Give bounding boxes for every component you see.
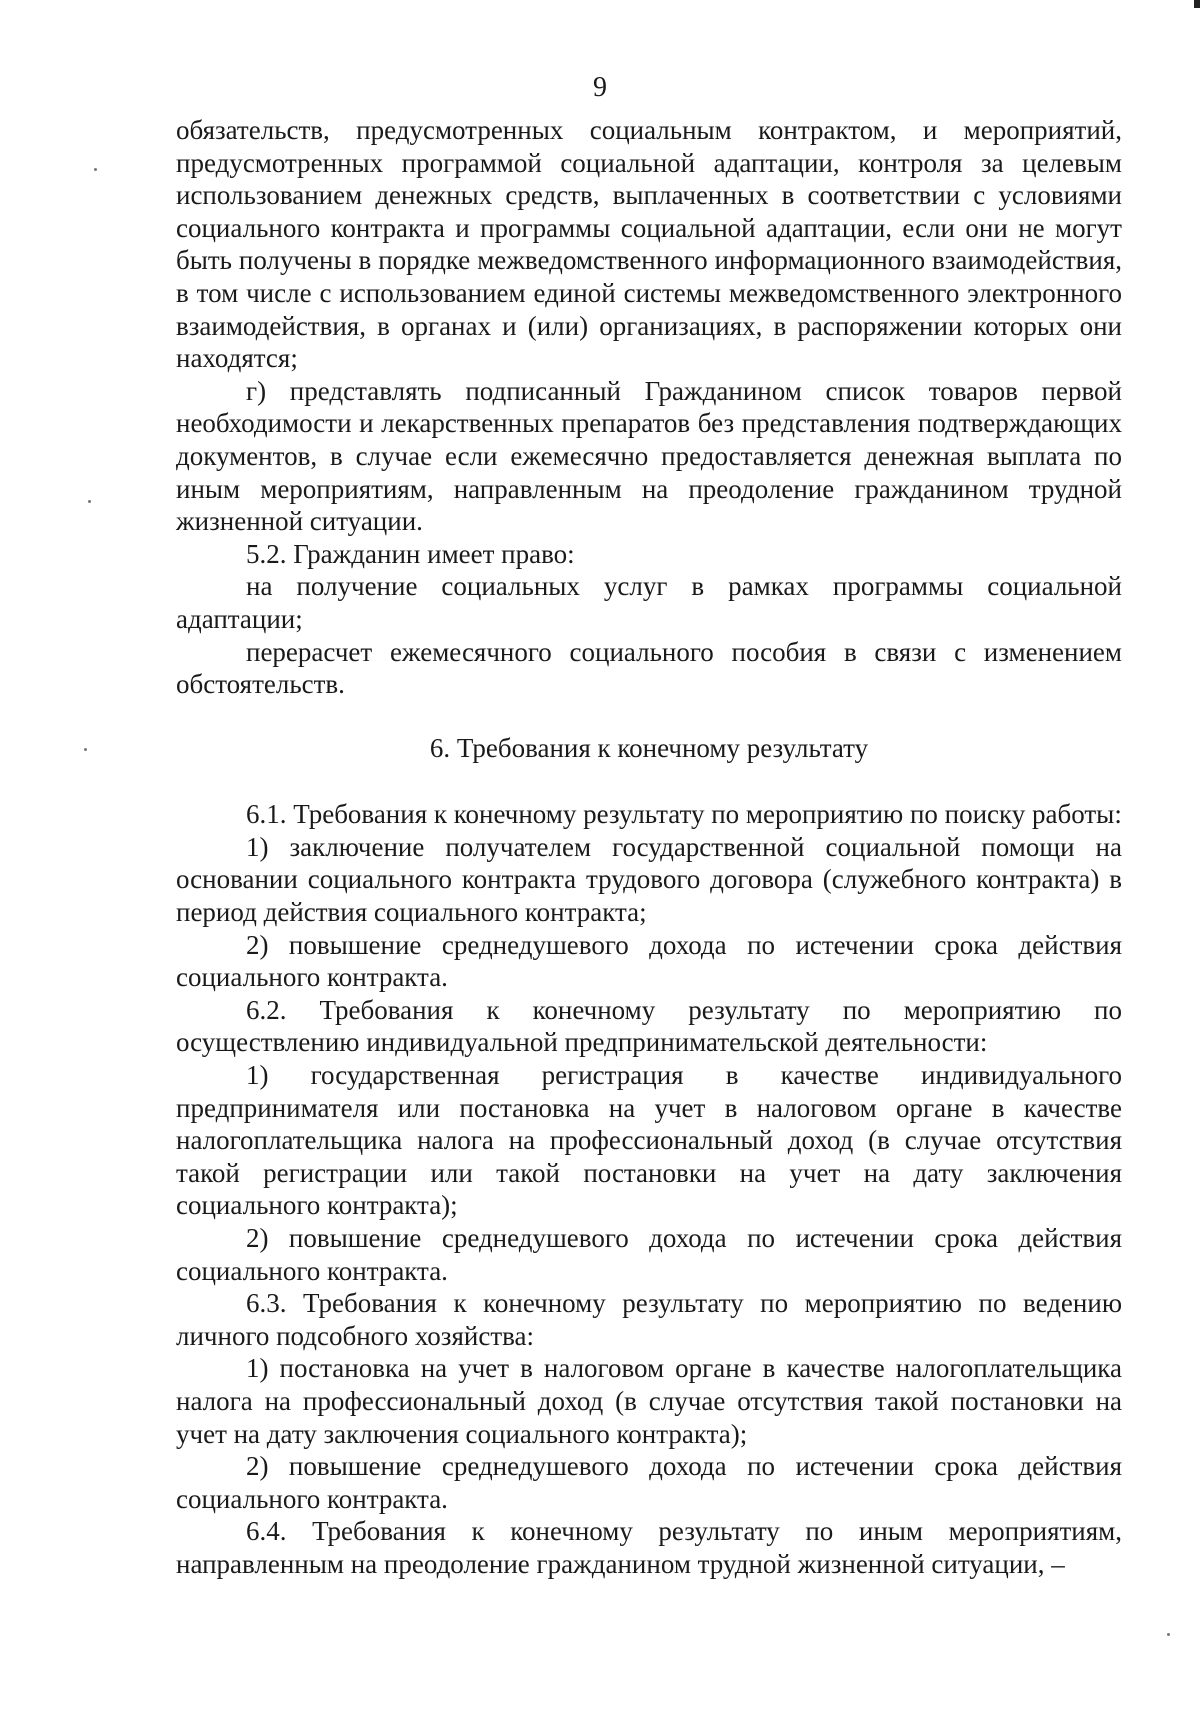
scan-speck (88, 500, 91, 503)
paragraph: 2) повышение среднедушевого дохода по истечении срока действия социального контракта. (176, 929, 1122, 993)
paragraph: 1) постановка на учет в налоговом органе в качестве налогоплательщика налога на профессиональный доход (в случае отсутствия такой постановки на учет на дату заключения социального контракта); (176, 1353, 1122, 1449)
paragraph: 2) повышение среднедушевого дохода по истечении срока действия социального контракта. (176, 1223, 1122, 1286)
paragraph: г) представлять подписанный Гражданином список товаров первой необходимости и лекарственных препаратов без представления подтверждающих документов, в случае если ежемесячно предоставляется денежная выплата по иным мероприятиям, направленным на преодоление гражданином трудной жизненной ситуации. (176, 375, 1122, 537)
scan-edge-mark (1194, 0, 1200, 8)
section-heading: 6. Требования к конечному результату (429, 732, 869, 763)
document-body (176, 114, 1122, 1581)
paragraph: 6.3. Требования к конечному результату по мероприятию по ведению личного подсобного хозяйства: (176, 1288, 1122, 1351)
scan-speck (1167, 1633, 1170, 1636)
paragraph: перерасчет ежемесячного социального пособия в связи с изменением обстоятельств. (176, 636, 1122, 700)
paragraph: обязательств, предусмотренных социальным контрактом, и мероприятий, предусмотренных программой социальной адаптации, контроля за целевым использованием денежных средств, выплаченных в соответствии с условиями социального контракта и программы социальной адаптации, если они не могут быть получены в порядке межведомственного информационного взаимодействия, в том числе с использованием единой системы межведомственного электронного взаимодействия, в органах и (или) организациях, в распоряжении которых они находятся; (176, 115, 1122, 374)
scan-speck (84, 748, 87, 751)
paragraph: 1) государственная регистрация в качестве индивидуального предпринимателя или постановка на учет в налоговом органе в качестве налогоплательщика налога на профессиональный доход (в случае отсутствия такой регистрации или такой постановки на учет на дату заключения социального контракта); (176, 1060, 1122, 1221)
paragraph: на получение социальных услуг в рамках программы социальной адаптации; (176, 571, 1122, 634)
paragraph: 6.2. Требования к конечному результату по мероприятию по осуществлению индивидуальной предпринимательской деятельности: (176, 994, 1122, 1058)
page-number: 9 (593, 72, 607, 103)
paragraph: 2) повышение среднедушевого дохода по истечении срока действия социального контракта. (176, 1451, 1122, 1514)
paragraph: 6.4. Требования к конечному результату по иным мероприятиям, направленным на преодоление гражданином трудной жизненной ситуации, – (176, 1516, 1122, 1579)
paragraph: 6.1. Требования к конечному результату по мероприятию по поиску работы: (246, 799, 1122, 830)
scan-speck (94, 168, 97, 171)
paragraph: 5.2. Гражданин имеет право: (246, 538, 575, 569)
paragraph: 1) заключение получателем государственной социальной помощи на основании социального контракта трудового договора (служебного контракта) в период действия социального контракта; (176, 831, 1122, 928)
